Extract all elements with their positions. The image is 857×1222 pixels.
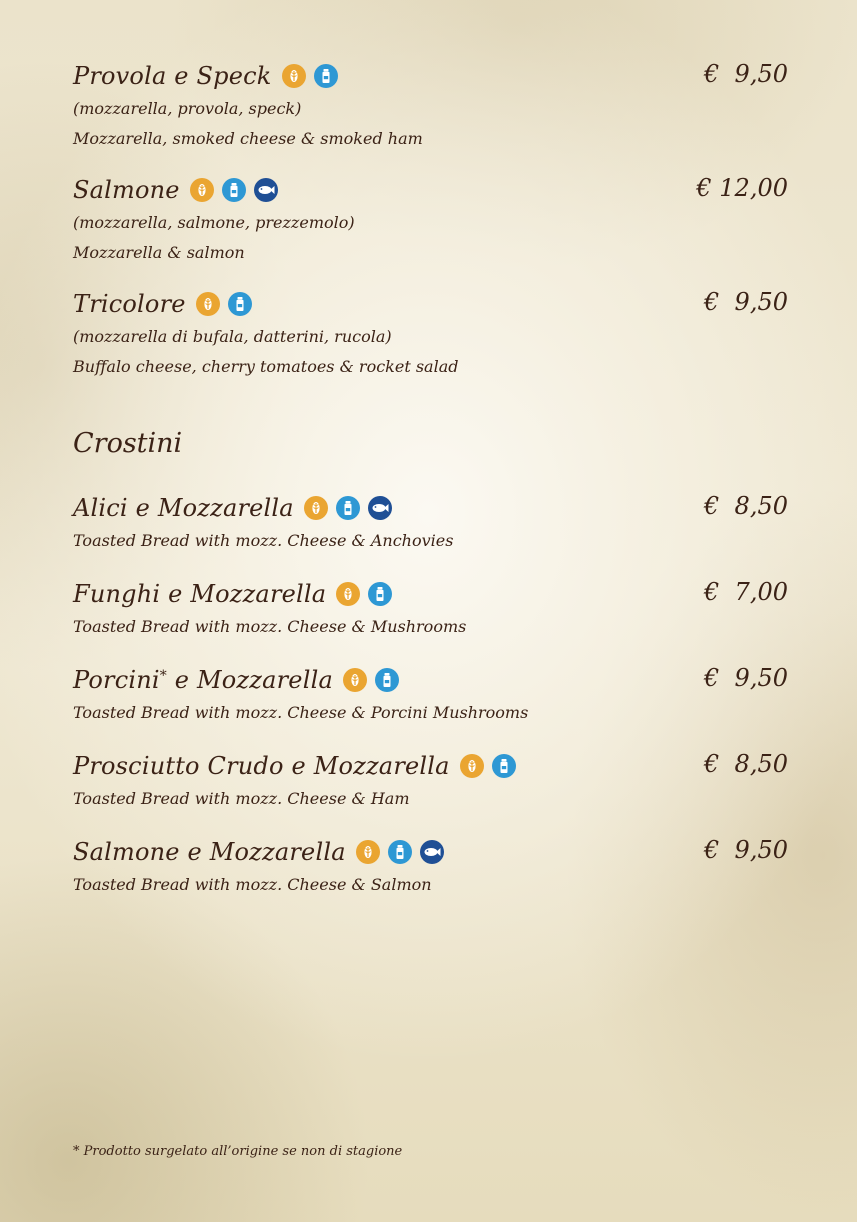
item-ingredients: (mozzarella, provola, speck) <box>73 99 302 118</box>
menu-item-salmone <box>73 172 788 268</box>
item-name: Provola e Speck <box>73 62 272 90</box>
fish-icon <box>254 178 278 202</box>
frozen-product-marker: * <box>159 668 167 684</box>
item-ingredients: (mozzarella, salmone, prezzemolo) <box>73 213 355 232</box>
item-name-main: Porcini <box>73 666 160 694</box>
item-description: Toasted Bread with mozz. Cheese & Salmon <box>73 875 432 894</box>
item-description: Toasted Bread with mozz. Cheese & Anchovies <box>73 531 454 550</box>
item-description: Toasted Bread with mozz. Cheese & Porcini Mushrooms <box>73 703 529 722</box>
dairy-icon <box>222 178 246 202</box>
footnote: * Prodotto surgelato all’origine se non di stagione <box>73 1144 403 1159</box>
allergen-icons <box>460 754 516 778</box>
dairy-icon <box>228 292 252 316</box>
dairy-icon <box>336 496 360 520</box>
allergen-icons <box>343 668 399 692</box>
menu-item-funghi-e-mozzarella <box>73 576 788 642</box>
item-price: € 7,00 <box>704 578 788 606</box>
gluten-icon <box>356 840 380 864</box>
item-name: Salmone <box>73 176 180 204</box>
menu-item-provola-e-speck <box>73 58 788 154</box>
gluten-icon <box>304 496 328 520</box>
gluten-icon <box>282 64 306 88</box>
fish-icon <box>420 840 444 864</box>
gluten-icon <box>196 292 220 316</box>
item-name: Salmone e Mozzarella <box>73 838 346 866</box>
menu-item-prosciutto-crudo-e-mozzarella <box>73 748 788 814</box>
menu-item-salmone-e-mozzarella <box>73 834 788 900</box>
allergen-icons <box>356 840 444 864</box>
dairy-icon <box>388 840 412 864</box>
item-name <box>73 666 333 694</box>
item-price: € 12,00 <box>696 174 788 202</box>
item-name-rest: e Mozzarella <box>166 666 333 694</box>
item-name: Alici e Mozzarella <box>73 494 294 522</box>
allergen-icons <box>304 496 392 520</box>
gluten-icon <box>190 178 214 202</box>
item-price: € 9,50 <box>704 60 788 88</box>
item-name: Tricolore <box>73 290 186 318</box>
item-name: Prosciutto Crudo e Mozzarella <box>73 752 450 780</box>
gluten-icon <box>343 668 367 692</box>
section-title-crostini: Crostini <box>73 428 183 459</box>
item-price: € 9,50 <box>704 836 788 864</box>
item-description: Buffalo cheese, cherry tomatoes & rocket salad <box>73 357 459 376</box>
item-price: € 8,50 <box>704 750 788 778</box>
item-ingredients: (mozzarella di bufala, datterini, rucola) <box>73 327 392 346</box>
dairy-icon <box>492 754 516 778</box>
item-description: Toasted Bread with mozz. Cheese & Ham <box>73 789 410 808</box>
item-price: € 9,50 <box>704 288 788 316</box>
menu-item-alici-e-mozzarella <box>73 490 788 556</box>
allergen-icons <box>282 64 338 88</box>
item-price: € 8,50 <box>704 492 788 520</box>
dairy-icon <box>314 64 338 88</box>
allergen-icons <box>190 178 278 202</box>
dairy-icon <box>368 582 392 606</box>
gluten-icon <box>460 754 484 778</box>
allergen-icons <box>196 292 252 316</box>
item-description: Toasted Bread with mozz. Cheese & Mushrooms <box>73 617 467 636</box>
menu-item-porcini-e-mozzarella <box>73 662 788 728</box>
dairy-icon <box>375 668 399 692</box>
item-description: Mozzarella & salmon <box>73 243 245 262</box>
gluten-icon <box>336 582 360 606</box>
item-description: Mozzarella, smoked cheese & smoked ham <box>73 129 423 148</box>
item-price: € 9,50 <box>704 664 788 692</box>
fish-icon <box>368 496 392 520</box>
allergen-icons <box>336 582 392 606</box>
menu-item-tricolore <box>73 286 788 382</box>
item-name: Funghi e Mozzarella <box>73 580 327 608</box>
